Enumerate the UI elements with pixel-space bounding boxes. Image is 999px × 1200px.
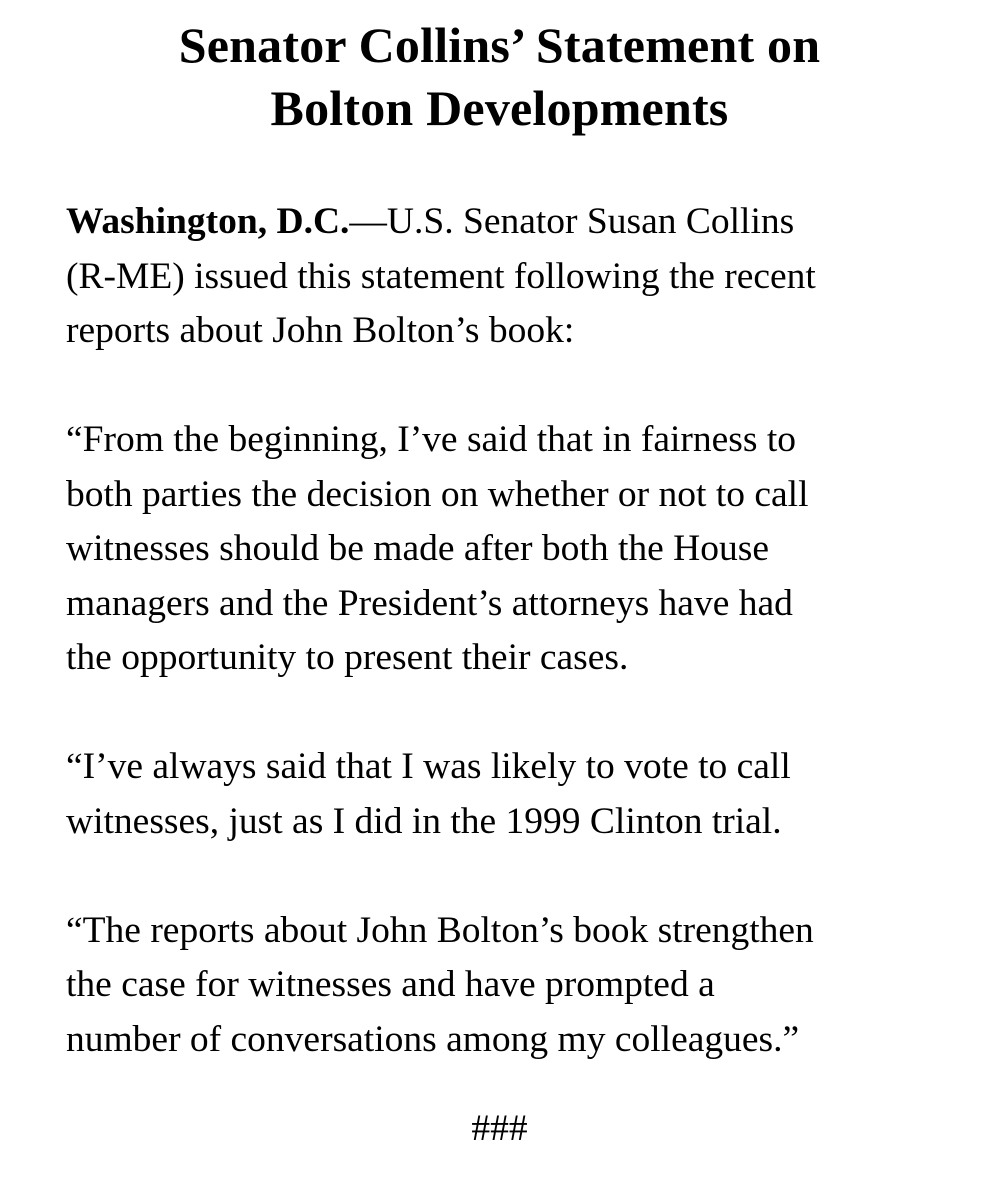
quote-1-line-5: the opportunity to present their cases.: [66, 637, 629, 678]
intro-paragraph: [66, 195, 946, 359]
intro-line-2: (R-ME) issued this statement following the recent: [66, 255, 816, 297]
quote-3-line-1: “The reports about John Bolton’s book strengthen: [66, 909, 814, 951]
end-mark: ###: [471, 1108, 528, 1149]
dateline: Washington, D.C.: [66, 201, 350, 242]
statement-body: [66, 195, 946, 1067]
quote-1-line-2: both parties the decision on whether or not to call: [66, 473, 809, 515]
quote-1-line-1: “From the beginning, I’ve said that in fairness to: [66, 419, 797, 460]
paragraph-gap: [66, 686, 946, 741]
title-line-1: Senator Collins’ Statement on: [178, 17, 821, 73]
intro-line-3: reports about John Bolton’s book:: [66, 310, 575, 351]
page-title: [0, 14, 999, 140]
intro-line-1-rest: —U.S. Senator Susan Collins: [349, 201, 795, 242]
quote-2-line-2: witnesses, just as I did in the 1999 Clinton trial.: [66, 800, 782, 842]
title-line-2: Bolton Developments: [270, 80, 729, 136]
paragraph-gap: [66, 359, 946, 414]
quote-2-line-1: “I’ve always said that I was likely to vote to call: [66, 746, 791, 787]
quote-3-line-3: number of conversations among my colleagues.”: [66, 1018, 800, 1060]
paragraph-gap: [66, 849, 946, 904]
quote-3-line-2: the case for witnesses and have prompted a: [66, 964, 715, 1005]
quote-paragraph-2: [66, 740, 946, 849]
quote-paragraph-3: [66, 904, 946, 1068]
quote-paragraph-1: [66, 413, 946, 686]
quote-1-line-3: witnesses should be made after both the House: [66, 528, 769, 569]
quote-1-line-4: managers and the President’s attorneys have had: [66, 582, 793, 624]
